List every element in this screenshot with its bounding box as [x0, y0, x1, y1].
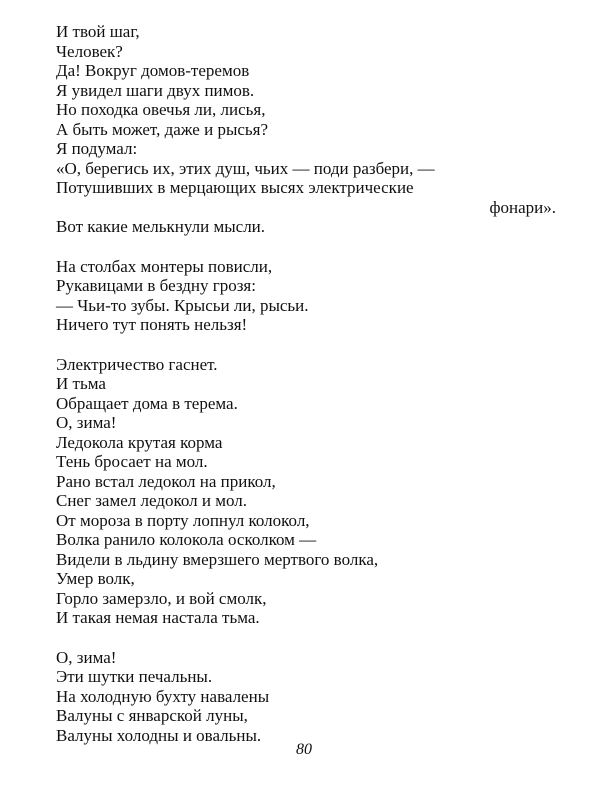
poem-line: Рано встал ледокол на прикол, — [56, 471, 276, 491]
poem-line: Умер волк, — [56, 569, 135, 588]
poem-line: И такая немая настала тьма. — [56, 608, 260, 627]
stanza — [56, 257, 556, 335]
poem-line: фонари». — [489, 197, 556, 217]
poem-line: Горло замерзло, и вой смолк, — [56, 588, 267, 608]
poem-line: — Чьи-то зубы. Крысьи ли, рысьи. — [56, 295, 309, 315]
poem-text — [56, 22, 556, 765]
poem-line: Валуны с январской луны, — [56, 706, 248, 725]
poem-line: Рукавицами в бездну грозя: — [56, 276, 256, 295]
stanza — [56, 22, 556, 237]
poem-line: И твой шаг, — [56, 22, 140, 41]
page-number: 80 — [296, 741, 312, 758]
poem-line: Обращает дома в терема. — [56, 393, 238, 413]
poem-line: Валуны холодны и овальны. — [56, 725, 262, 745]
poem-line: А быть может, даже и рысья? — [56, 119, 269, 139]
stanza — [56, 648, 556, 746]
poem-line: Но походка овечья ли, лисья, — [56, 100, 266, 119]
poem-line: «О, берегись их, этих душ, чьих — поди разбери, — — [56, 158, 435, 178]
poem-line: Потушивших в мерцающих высях электрические — [56, 178, 414, 197]
poem-line: Ледокола крутая корма — [56, 432, 223, 452]
poem-line: О, зима! — [56, 413, 117, 432]
poem-line: Волка ранило колокола осколком — — [56, 530, 317, 549]
poem-line: Человек? — [56, 41, 123, 61]
poem-line: Я увидел шаги двух пимов. — [56, 80, 255, 100]
poem-line: Да! Вокруг домов-теремов — [56, 61, 250, 80]
poem-line: Эти шутки печальны. — [56, 667, 213, 686]
poem-line: Ничего тут понять нельзя! — [56, 315, 248, 334]
stanza — [56, 355, 556, 628]
poem-line: На столбах монтеры повисли, — [56, 256, 273, 276]
poem-line: И тьма — [56, 374, 106, 393]
poem-line: Я подумал: — [56, 139, 138, 158]
poem-line: От мороза в порту лопнул колокол, — [56, 510, 310, 530]
poem-line: Тень бросает на мол. — [56, 452, 208, 471]
poem-line: Электричество гаснет. — [56, 354, 218, 374]
poem-line: Вот какие мелькнули мысли. — [56, 217, 266, 236]
poem-line: Видели в льдину вмерзшего мертвого волка, — [56, 549, 379, 569]
poem-line: Снег замел ледокол и мол. — [56, 491, 247, 510]
poem-line: О, зима! — [56, 647, 117, 667]
poem-line: На холодную бухту навалены — [56, 686, 270, 706]
